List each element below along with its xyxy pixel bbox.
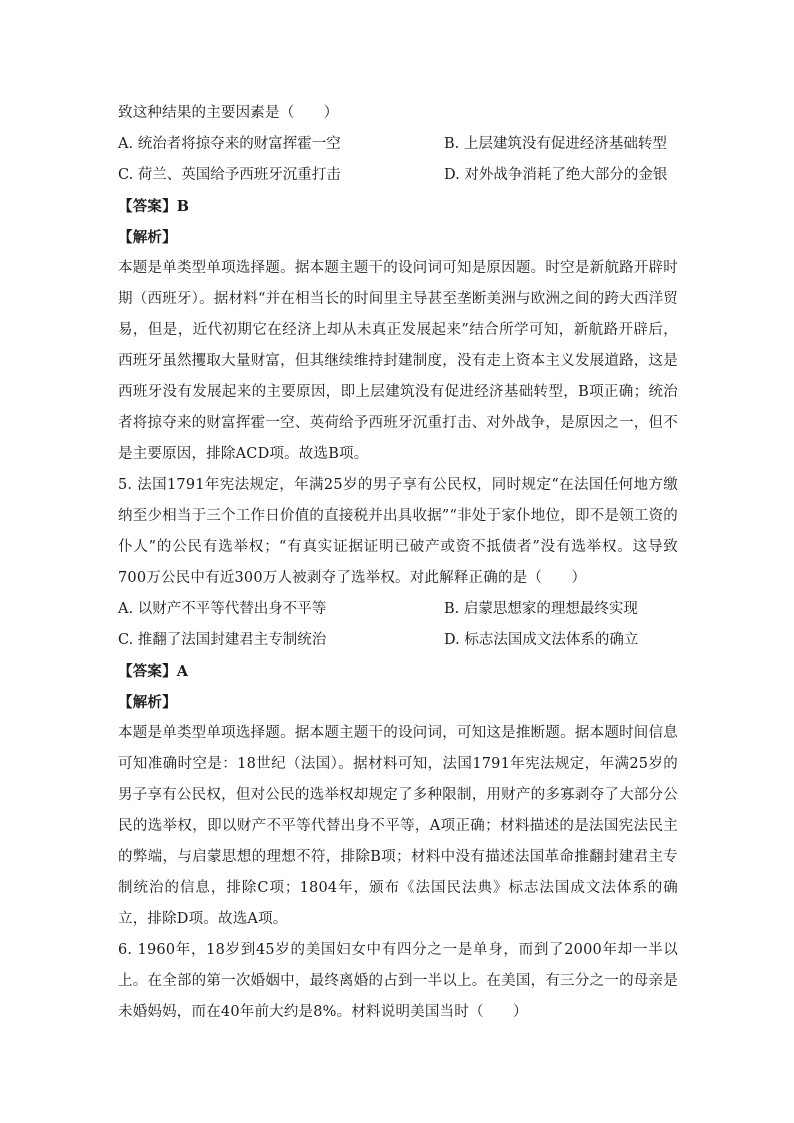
- q4-stem-tail: 致这种结果的主要因素是（ ）: [118, 105, 339, 121]
- q4-option-b: B. 上层建筑没有促进经济基础转型: [444, 136, 667, 152]
- q5-option-c: C. 推翻了法国封建君主专制统治: [118, 632, 327, 648]
- q5-analysis: 本题是单类型单项选择题。据本题主题干的设问词，可知这是推断题。据本题时间信息可知准确时空是：18世纪（法国）。据材料可知，法国1791年宪法规定，年满25岁的男子享有公民权，但对公民的选举权却规定了多种限制，用财产的多寡剥夺了大部分公民的选举权，即以财产不平等代替出身不平等，A项正确；材料描述的是法国宪法民主的弊端，与启蒙思想的理想不符，排除B项；材料中没有描述法国革命推翻封建君主专制统治的信息，排除C项；1804年，颁布《法国民法典》标志法国成文法体系的确立，排除D项。故选A项。: [118, 725, 678, 927]
- q5-options-row-2: [118, 625, 678, 656]
- q4-analysis-label: 【解析】: [118, 229, 177, 246]
- q4-options-row-1: [118, 129, 678, 160]
- q5-answer: 【答案】A: [118, 663, 189, 680]
- q4-options-row-2: [118, 160, 678, 191]
- q5-analysis-label: 【解析】: [118, 694, 177, 711]
- q4-option-c: C. 荷兰、英国给予西班牙沉重打击: [118, 167, 341, 183]
- q4-option-d: D. 对外战争消耗了绝大部分的金银: [444, 167, 668, 183]
- document-page: [118, 98, 678, 1028]
- q5-stem: 5. 法国1791年宪法规定，年满25岁的男子享有公民权，同时规定“在法国任何地方缴纳至少相当于三个工作日价值的直接税并出具收据”“非处于家仆地位，即不是领工资的仆人”的公民有选举权；“有真实证据证明已破产或资不抵债者”没有选举权。这导致700万公民中有近300万人被剥夺了选举权。对此解释正确的是（ ）: [118, 477, 678, 586]
- q5-option-d: D. 标志法国成文法体系的确立: [444, 632, 639, 648]
- q5-option-a: A. 以财产不平等代替出身不平等: [118, 601, 327, 617]
- q4-analysis: 本题是单类型单项选择题。据本题主题干的设问词可知是原因题。时空是新航路开辟时期（西班牙）。据材料“并在相当长的时间里主导甚至垄断美洲与欧洲之间的跨大西洋贸易，但是，近代初期它在经济上却从未真正发展起来”结合所学可知，新航路开辟后，西班牙虽然攫取大量财富，但其继续维持封建制度，没有走上资本主义发展道路，这是西班牙没有发展起来的主要原因，即上层建筑没有促进经济基础转型，B项正确；统治者将掠夺来的财富挥霍一空、英荷给予西班牙沉重打击、对外战争，是原因之一，但不是主要原因，排除ACD项。故选B项。: [118, 260, 678, 462]
- q6-stem: 6. 1960年，18岁到45岁的美国妇女中有四分之一是单身，而到了2000年却一半以上。在全部的第一次婚姻中，最终离婚的占到一半以上。在美国，有三分之一的母亲是未婚妈妈，而在40年前大约是8%。材料说明美国当时（ ）: [118, 942, 678, 1020]
- q4-option-a: A. 统治者将掠夺来的财富挥霍一空: [118, 136, 341, 152]
- q4-answer: 【答案】B: [118, 198, 190, 215]
- q5-options-row-1: [118, 594, 678, 625]
- q5-option-b: B. 启蒙思想家的理想最终实现: [444, 601, 638, 617]
